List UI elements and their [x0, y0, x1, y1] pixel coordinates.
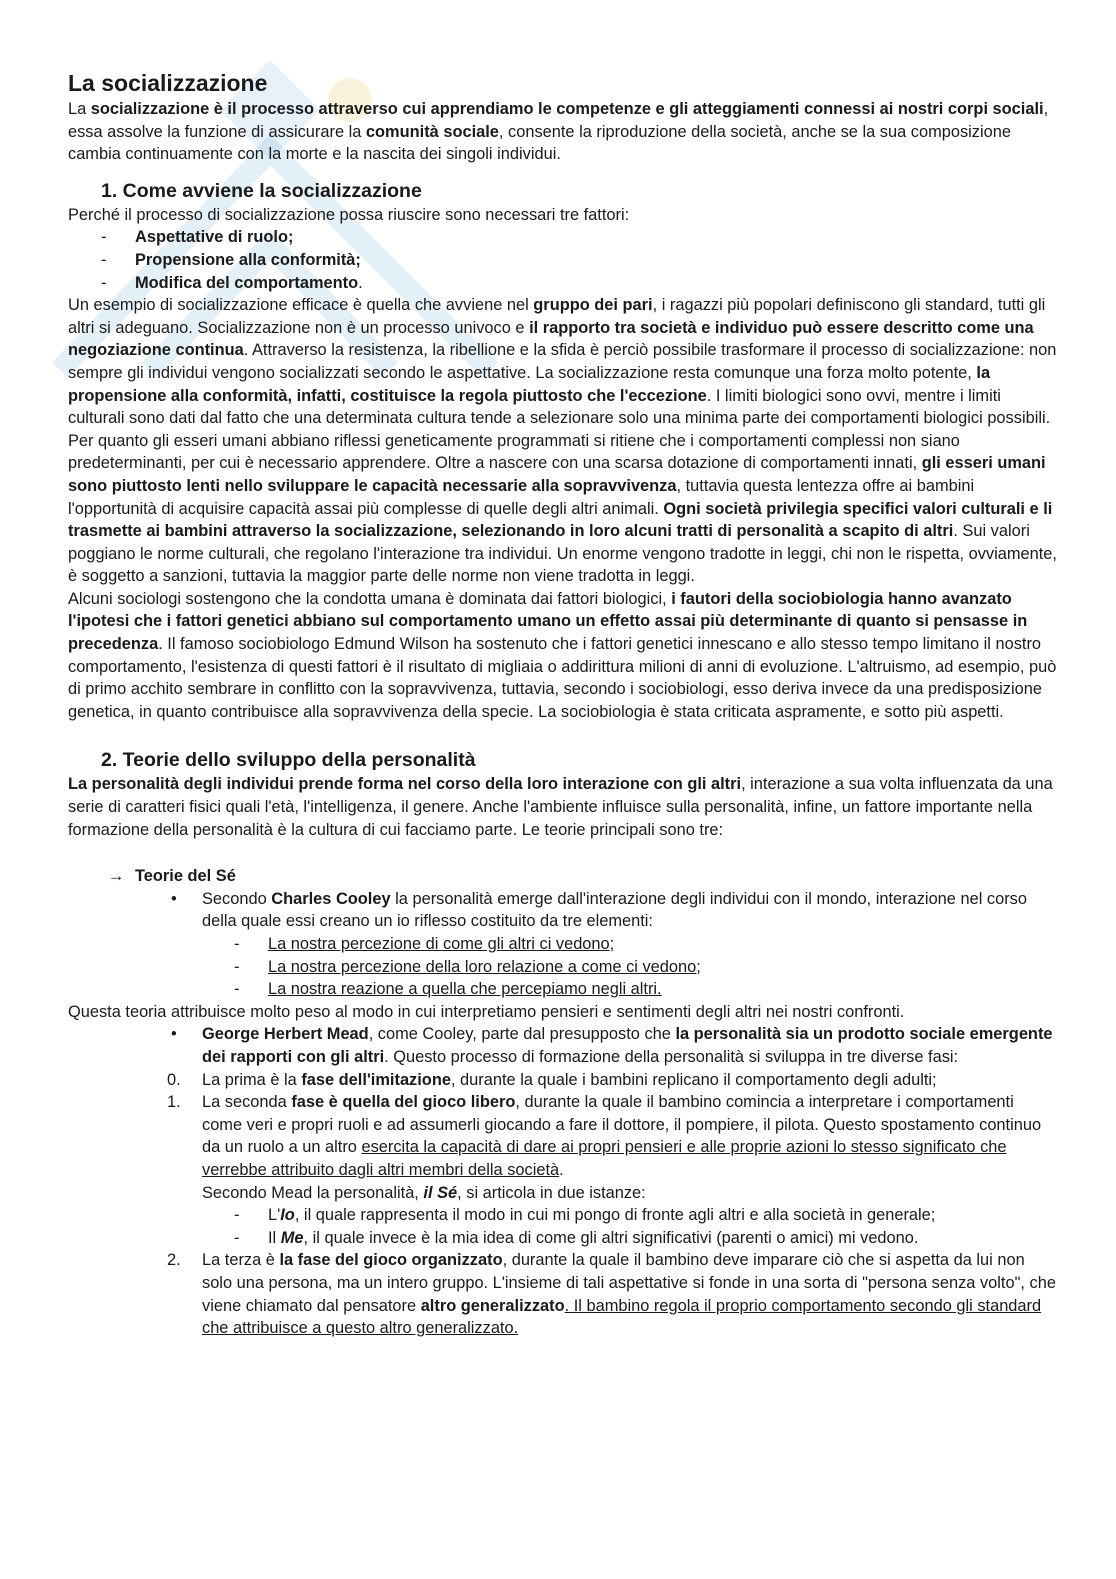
list-item: - Modifica del comportamento.	[68, 272, 1058, 295]
section1-paragraph-3: Alcuni sociologi sostengono che la condotta umana è dominata dai fattori biologici, i fautori della sociobiologia hanno avanzato l'ipotesi che i fattori genetici abbiano sul comportamento umano un effetto assai più determinante di quanto si pensasse in precedenza. Il famoso sociobiologo Edmund Wilson ha sostenuto che i fattori genetici innescano e allo stesso tempo limitano il nostro comportamento, l'esistenza di questi fattori è il risultato di migliaia o addirittura milioni di anni di evoluzione. L'altruismo, ad esempio, può di primo acchito sembrare in conflitto con la sopravvivenza, tuttavia, secondo i sociobiologi, esso deriva invece da una predisposizione genetica, in quanto contribuisce alla sopravvivenza della specie. La sociobiologia è stata criticata aspramente, e sotto più aspetti.	[68, 589, 1057, 721]
section1-lead: Perché il processo di socializzazione possa riuscire sono necessari tre fattori:	[68, 205, 630, 224]
list-item: • Secondo Charles Cooley la personalità emerge dall'interazione degli individui con il mondo, interazione nel corso della quale essi creano un io riflesso costituito da tre elementi:	[68, 888, 1058, 933]
arrow-icon: →	[108, 867, 125, 886]
list-item: • George Herbert Mead, come Cooley, parte dal presupposto che la personalità sia un prodotto sociale emergente dei rapporti con gli altri. Questo processo di formazione della personalità si sviluppa in tre diverse fasi:	[68, 1023, 1058, 1068]
list-item: - La nostra percezione di come gli altri ci vedono;	[68, 933, 1058, 956]
list-item: - La nostra percezione della loro relazione a come ci vedono;	[68, 956, 1058, 979]
list-item: - La nostra reazione a quella che percepiamo negli altri.	[68, 978, 1058, 1001]
cooley-elements	[68, 933, 1058, 1001]
list-item: 0. La prima è la fase dell'imitazione, durante la quale i bambini replicano il comportamento degli adulti;	[167, 1070, 937, 1089]
section2-paragraph-1: La personalità degli individui prende forma nel corso della loro interazione con gli altri, interazione a sua volta influenzata da una serie di caratteri fisici quali l'età, l'intelligenza, il genere. Anche l'ambiente influisce sulla personalità, infine, un fattore importante nella formazione della personalità è la cultura di cui facciamo parte. Le teorie principali sono tre:	[68, 775, 1053, 839]
factors-list	[68, 226, 1058, 294]
page-title: La socializzazione	[68, 70, 268, 96]
list-item: - Il Me, il quale invece è la mia idea di come gli altri significativi (parenti o amici) mi vedono.	[68, 1227, 1058, 1250]
list-item: 2. La terza è la fase del gioco organizzato, durante la quale il bambino deve imparare ciò che si aspetta da lui non solo una persona, ma un intero gruppo. L'insieme di tali aspettative si fonde in una sorta di "persona senza volto", che viene chiamato dal pensatore altro generalizzato. Il bambino regola il proprio comportamento secondo gli standard che attribuisce a questo altro generalizzato.	[167, 1251, 1056, 1338]
list-item: - Propensione alla conformità;	[68, 249, 1058, 272]
document-page	[68, 68, 1058, 1340]
section-heading-2: 2. Teorie dello sviluppo della personalità	[101, 749, 476, 772]
cooley-list	[68, 888, 1058, 933]
list-item: - L'Io, il quale rappresenta il modo in cui mi pongo di fronte agli altri e alla società in generale;	[68, 1204, 1058, 1227]
cooley-note: Questa teoria attribuisce molto peso al modo in cui interpretiamo pensieri e sentimenti degli altri nei nostri confronti.	[68, 1002, 905, 1021]
phases-list-cont	[68, 1249, 1058, 1339]
list-item: - Aspettative di ruolo;	[68, 226, 1058, 249]
phases-list	[68, 1069, 1058, 1205]
intro-paragraph: La socializzazione è il processo attraverso cui apprendiamo le competenze e gli atteggiamenti connessi ai nostri corpi sociali, essa assolve la funzione di assicurare la comunità sociale, consente la riproduzione della società, anche se la sua composizione cambia continuamente con la morte e la nascita dei singoli individui.	[68, 100, 1049, 164]
theory-heading: → Teorie del Sé	[68, 865, 1058, 888]
list-item: 1. La seconda fase è quella del gioco libero, durante la quale il bambino comincia a interpretare i comportamenti come veri e propri ruoli e ad assumerli giocando a fare il dottore, il pompiere, il pilota. Questo spostamento continuo da un ruolo a un altro esercita la capacità di dare ai propri pensieri e alle proprie azioni lo stesso significato che verrebbe attribuito dagli altri membri della società. Secondo Mead la personalità, il Sé, si articola in due istanze:	[167, 1093, 1042, 1202]
section-heading-1: 1. Come avviene la socializzazione	[101, 179, 422, 202]
section1-paragraph-1: Un esempio di socializzazione efficace è quella che avviene nel gruppo dei pari, i ragazzi più popolari definiscono gli standard, tutti gli altri si adeguano. Socializzazione non è un processo univoco e il rapporto tra società e individuo può essere descritto come una negoziazione continua. Attraverso la resistenza, la ribellione e la sfida è perciò possibile trasformare il processo di socializzazione: non sempre gli individui vengono socializzati secondo le aspettative. La socializzazione resta comunque una forza molto potente, la propensione alla conformità, infatti, costituisce la regola piuttosto che l'eccezione. I limiti biologici sono ovvi, mentre i limiti culturali sono dati dal fatto che una determinata cultura tende a selezionare solo una minima parte dei comportamenti biologici possibili.	[68, 296, 1057, 428]
self-instances	[68, 1204, 1058, 1249]
mead-list	[68, 1023, 1058, 1068]
section1-paragraph-2: Per quanto gli esseri umani abbiano riflessi geneticamente programmati si ritiene che i comportamenti complessi non siano predeterminanti, per cui è necessario apprendere. Oltre a nascere con una scarsa dotazione di comportamenti innati, gli esseri umani sono piuttosto lenti nello sviluppare le capacità necessarie alla sopravvivenza, tuttavia questa lentezza offre ai bambini l'opportunità di acquisire capacità assai più complesse di quelle degli altri animali. Ogni società privilegia specifici valori culturali e li trasmette ai bambini attraverso la socializzazione, selezionando in loro alcuni tratti di personalità a scapito di altri. Sui valori poggiano le norme culturali, che regolano l'interazione tra individui. Un enorme vengono tradotte in leggi, chi non le rispetta, ovviamente, è soggetto a sanzioni, tuttavia la maggior parte delle norme non viene tradotta in leggi.	[68, 431, 1057, 586]
